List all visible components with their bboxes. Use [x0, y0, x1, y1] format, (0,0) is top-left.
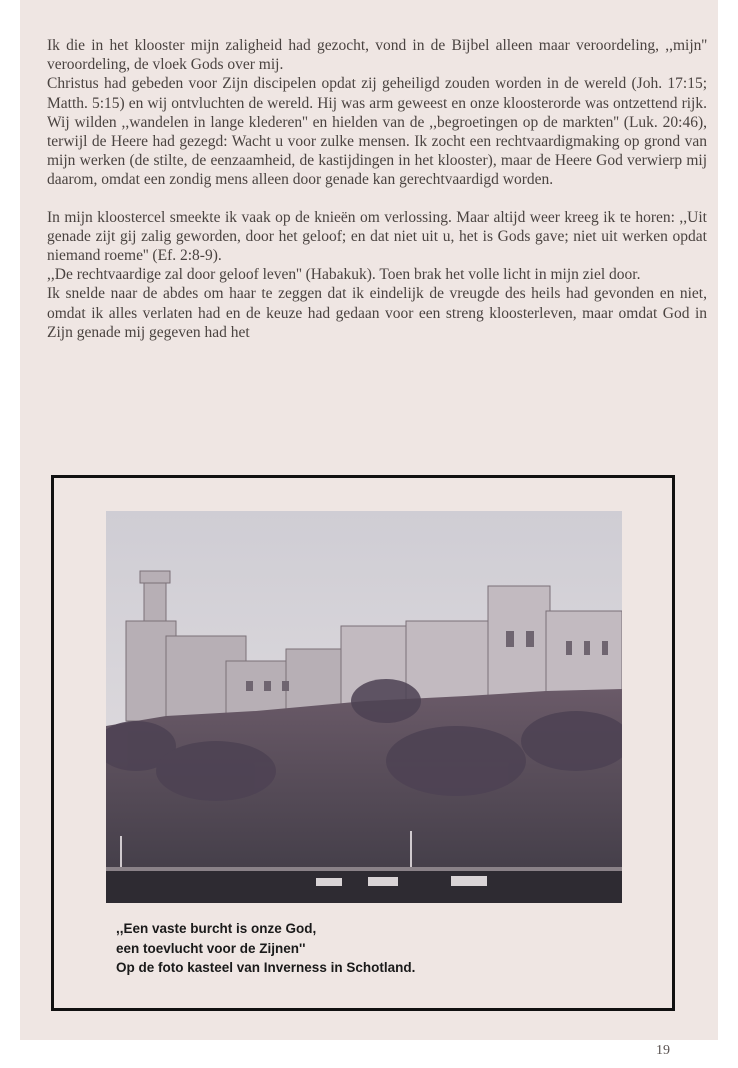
caption-line: ,,Een vaste burcht is onze God, [116, 921, 317, 936]
page-number: 19 [656, 1043, 670, 1058]
paragraph: Ik snelde naar de abdes om haar te zeggen dat ik eindelijk de vreugde des heils had gevonden en niet, omdat ik alles verlaten had en de keuze had gedaan voor een streng kloosterleven, maar omdat God in Zijn genade mij gegeven had het [47, 285, 707, 341]
paragraph: Christus had gebeden voor Zijn discipelen opdat zij geheiligd zouden worden in de wereld (Joh. 17:15; Matth. 5:15) en wij ontvluchten de wereld. Hij was arm geweest en onze kloosterorde was ontzettend rijk. Wij wilden ,,wandelen in lange klederen'' en hielden van de ,,begroetingen op de markten'' (Luk. 20:46), terwijl de Heere had gezegd: Wacht u voor zulke mensen. Ik zocht een rechtvaardigmaking op grond van mijn werken (de stilte, de eenzaamheid, de kastijdingen in het klooster), maar de Heere God verwierp mij daarom, omdat een zondig mens alleen door genade kan gerechtvaardigd worden. [47, 75, 707, 189]
body-text [47, 36, 707, 342]
caption-line: Op de foto kasteel van Inverness in Schotland. [116, 960, 416, 975]
figure-caption [116, 919, 656, 978]
paragraph: Ik die in het klooster mijn zaligheid had gezocht, vond in de Bijbel alleen maar veroordeling, ,,mijn'' veroordeling, de vloek Gods over mij. [47, 37, 707, 74]
castle-photo [106, 511, 622, 903]
paragraph: In mijn kloostercel smeekte ik vaak op de knieën om verlossing. Maar altijd weer kreeg ik te horen: ,,Uit genade zijt gij zalig geworden, door het geloof; en dat niet uit u, het is Gods gave; niet uit werken opdat niemand roeme'' (Ef. 2:8-9). [47, 208, 707, 265]
book-page [20, 0, 718, 1058]
caption-line: een toevlucht voor de Zijnen'' [116, 940, 306, 956]
paragraph: ,,De rechtvaardige zal door geloof leven'' (Habakuk). Toen brak het volle licht in mijn ziel door. [47, 266, 641, 284]
